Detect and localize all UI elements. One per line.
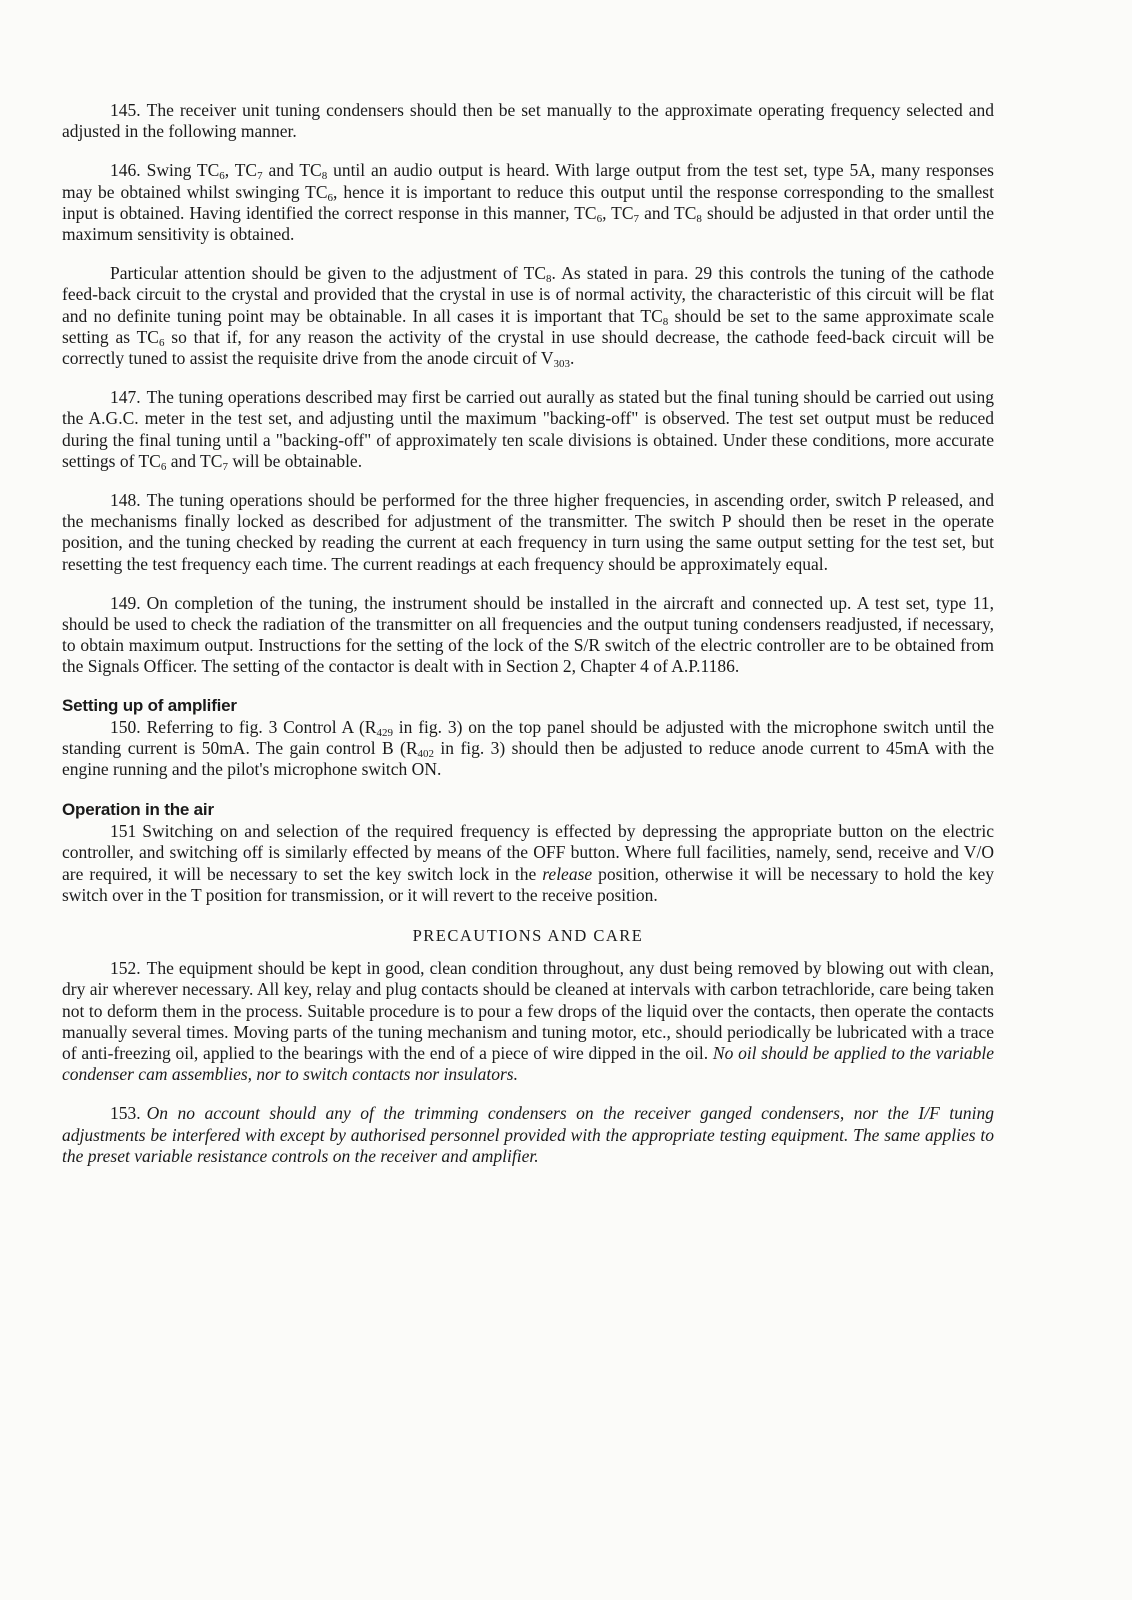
text-run: and TC (639, 202, 697, 223)
paragraph-number: 151 (110, 821, 137, 842)
text-run: , TC (224, 160, 258, 181)
paragraph-146-continued (62, 263, 994, 369)
text-run: and TC (166, 450, 223, 471)
text-run: The equipment should be kept in good, clean condition throughout, any dust being removed by blowing out with clean, dry air wherever necessary. All key, relay and plug contacts should be cleaned at intervals with carbon tetrachloride, care being taken not to deform them in the process. Suitable procedure is to pour a few drops of the liquid over the contacts, then operate the contacts manually several times. Moving parts of the tuning mechanism and tuning motor, etc., should periodically be lubricated with a trace of anti-freezing oil, applied to the bearings with the end of a piece of wire dipped in the oil. (62, 958, 994, 1063)
subscript: 6 (596, 212, 603, 225)
subscript: 6 (219, 170, 225, 183)
paragraph-number: 152. (110, 958, 141, 979)
text-run: and TC (262, 160, 322, 181)
text-run: Switching on and selection of the required frequency is effected by depressing the appropriate button on the electric controller, and switching off is similarly effected by means of the OFF button. Where full facilities, namely, send, receive and V/O are required, it will be necessary to set the key switch lock in the (62, 821, 994, 884)
paragraph-148 (62, 490, 994, 575)
paragraph-number: 147. (110, 387, 141, 408)
subscript: 7 (633, 212, 640, 225)
subscript: 303 (553, 358, 570, 371)
paragraph-147 (62, 387, 994, 472)
section-heading: Operation in the air (62, 800, 214, 820)
paragraph-145 (62, 100, 994, 142)
text-run: , TC (602, 202, 634, 223)
text-run: in fig. 3) should then be adjusted to reduce anode current to 45mA with the engine running and the pilot's microphone switch ON. (62, 737, 995, 780)
subscript: 6 (158, 336, 165, 349)
subscript: 7 (257, 170, 263, 183)
text-run: until an audio output is heard. With large output from the test set, type 5A, many responses may be obtained whilst swinging TC (62, 160, 994, 202)
subscript: 429 (376, 726, 393, 739)
section-operation-in-air (62, 800, 994, 906)
text-run: . (569, 348, 575, 369)
text-run: will be obtainable. (227, 450, 363, 471)
emphasis: No oil should be applied to the variable condenser cam assemblies, nor to switch contacts nor insulators. (62, 1042, 995, 1085)
text-run: Swing TC (146, 160, 220, 181)
paragraph-text: On completion of the tuning, the instrument should be installed in the aircraft and connected up. A test set, type 11, should be used to check the radiation of the transmitter on all frequencies and the output tuning condensers readjusted, if necessary, to obtain maximum output. Instructions for the setting of the lock of the S/R switch of the electric controller are to be obtained from the Signals Officer. The setting of the contactor is dealt with in Section 2, Chapter 4 of A.P.1186. (62, 592, 994, 677)
paragraph-text: The receiver unit tuning condensers should then be set manually to the approximate operating frequency selected and adjusted in the following manner. (62, 100, 994, 142)
text-run: , hence it is important to reduce this output until the response corresponding to the smallest input is obtained. Having identified the correct response in this manner, TC (62, 181, 994, 223)
paragraph-149 (62, 593, 994, 678)
section-amplifier (62, 696, 994, 781)
text-run: should be set to the same approximate scale setting as TC (62, 305, 994, 347)
subscript: 6 (160, 460, 167, 473)
subscript: 402 (417, 747, 435, 760)
paragraph-number: 145. (110, 100, 141, 120)
subscript: 6 (327, 191, 334, 204)
emphasis: On no account should any of the trimming condensers on the receiver ganged condensers, nor the I/F tuning adjustments be interfered with except by authorised personnel provided with the appropriate testing equipment. The same applies to the preset variable resistance controls on the receiver and amplifier. (62, 1103, 994, 1166)
subscript: 8 (546, 273, 552, 286)
subscript: 8 (696, 212, 702, 225)
paragraph-number: 153. (110, 1103, 141, 1124)
emphasis: release (542, 863, 593, 884)
text-run: position, otherwise it will be necessary to hold the key switch over in the T position for transmission, or it will revert to the receive position. (62, 863, 994, 905)
text-run: The tuning operations described may first be carried out aurally as stated but the final tuning should be carried out using the A.G.C. meter in the test set, and adjusting until the maximum "backing-off" is observed. The test set output must be reduced during the final tuning until a "backing-off" of approximately ten scale divisions is obtained. Under these conditions, more accurate settings of TC (62, 387, 994, 471)
paragraph-152 (62, 958, 994, 1085)
section-heading: Setting up of amplifier (62, 695, 237, 715)
paragraph-number: 149. (110, 592, 141, 613)
paragraph-153 (62, 1103, 994, 1167)
text-run: so that if, for any reason the activity of the crystal in use should decrease, the cathode feed-back circuit will be correctly tuned to assist the requisite drive from the anode circuit of V (62, 326, 994, 369)
subscript: 8 (321, 170, 328, 183)
text-run: Particular attention should be given to the adjustment of TC (110, 263, 547, 284)
subscript: 7 (222, 460, 228, 473)
text-run: in fig. 3) on the top panel should be adjusted with the microphone switch until the standing current is 50mA. The gain control B (R (62, 716, 994, 758)
document-page (62, 100, 994, 1185)
text-run: Referring to fig. 3 Control A (R (146, 716, 377, 737)
paragraph-146 (62, 160, 994, 245)
paragraph-number: 148. (110, 490, 141, 511)
paragraph-text: The tuning operations should be performed for the three higher frequencies, in ascending order, switch P released, and the mechanisms finally locked as described for adjustment of the transmitter. The switch P should then be reset in the operate position, and the tuning checked by reading the current at each frequency in turn using the same output setting for the test set, but resetting the test frequency each time. The current readings at each frequency should be approximately equal. (62, 490, 994, 574)
section-title-precautions: PRECAUTIONS AND CARE (412, 926, 644, 946)
paragraph-number: 150. (110, 716, 141, 737)
paragraph-number: 146. (110, 160, 141, 181)
text-run: . As stated in para. 29 this controls the tuning of the cathode feed-back circuit to the crystal and provided that the crystal in use is of normal activity, the characteristic of this circuit will be flat and no definite tuning point may be obtainable. In all cases it is important that TC (62, 263, 994, 326)
subscript: 8 (662, 315, 669, 328)
text-run: should be adjusted in that order until the maximum sensitivity is obtained. (62, 202, 994, 245)
